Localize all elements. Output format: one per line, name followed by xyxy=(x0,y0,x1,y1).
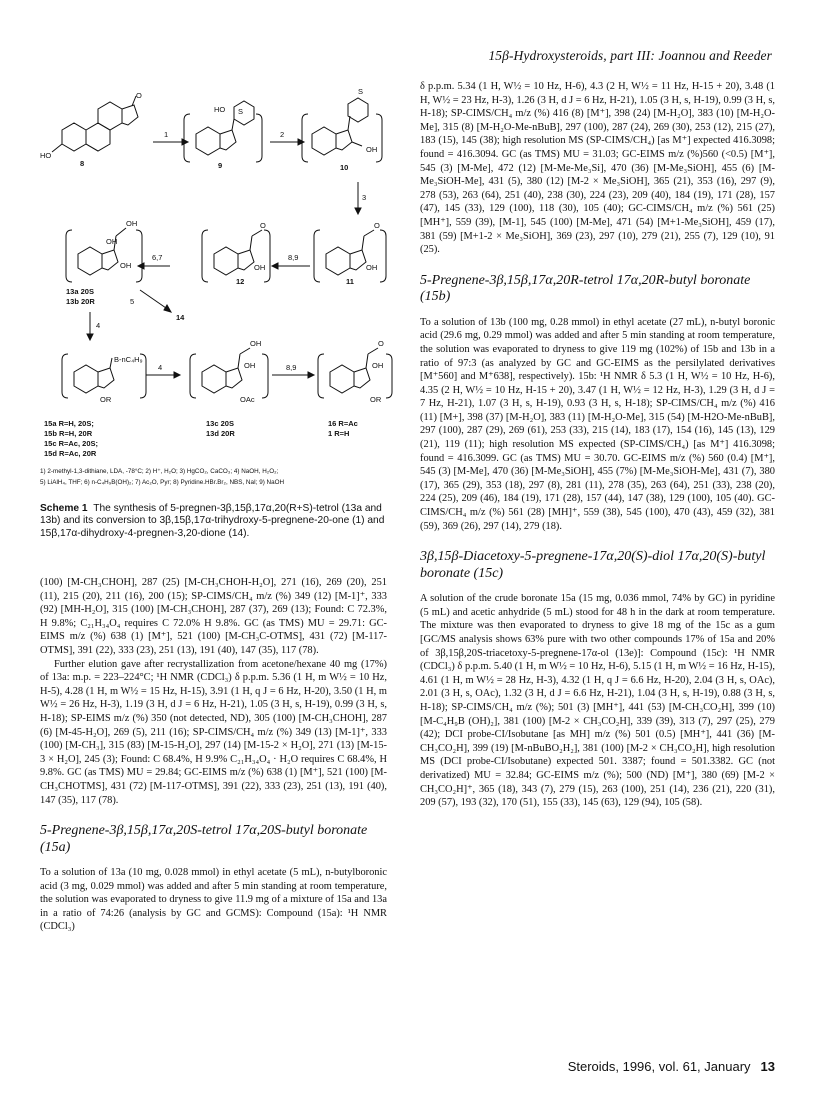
svg-text:S: S xyxy=(358,87,364,96)
svg-text:HO: HO xyxy=(40,151,52,160)
caption-text: The synthesis of 5-pregnen-3β,15β,17α,20(R+S)-tetrol (13a and 13b) and its conversion to 3β,15β,17α-trihydroxy-5-pregnene-20-one (1) and 15β,17α-dihydroxy-4-pregnen-3,20-dione (14). xyxy=(40,503,385,539)
svg-text:6,7: 6,7 xyxy=(152,253,163,262)
structure-10 xyxy=(312,98,368,155)
svg-text:15d R=Ac, 20R: 15d R=Ac, 20R xyxy=(44,449,97,458)
svg-text:S: S xyxy=(238,107,244,116)
paragraph: Further elution gave after recrystallization from acetone/hexane 40 mg (17%) of 13a: m.p. = 223–224°C; ¹H NMR (CDCl₃) δ p.p.m. 5.36 (1 H, m W½ = 10 Hz, H-5), 4.28 (1 H, m W½ = 15 Hz, H-15), 3.91 (1 H, q J = 6 Hz, H-20), 3.50 (1 H, m W½ = 26 Hz, H-3), 1.19 (3 H, d J = 6 Hz, H-21), 1.05 (3 H, s, H-19), 0.99 (3 H, s, H-18); SP-EIMS m/z (%) 350 (not detected, ND), 305 (100) [M-CH₃CHOH], 287 (6) [M-45-H₂O], 269 (5), 211 (16); SP-CIMS/CH₄ m/z (%) 349 (13) [M-1]⁺, 333 (100) [M-CH₃], 315 (83) [M-15-H₂O], 297 (14) [M-15-2 × H₂O], 271 (13) [M-15-3 × H₂O], 245 (3); Found: C 68.4%, H 9.9% C₂₁H₃₄O₄ · H₂O requires C 68.4%, H 9.8%. GC (as TMS) MU = 29.84; GC-EIMS m/z (%) 638 (1) [M⁺], 521 (100) [M-CH₃CHOTMS], 431 (72) [M-117-OTMS], 391 (22), 333 (23), 251 (13), 191 (40), 147 (35), 117 (78). xyxy=(40,658,387,806)
svg-text:OH: OH xyxy=(250,339,262,348)
svg-text:12: 12 xyxy=(236,277,245,286)
svg-text:O: O xyxy=(378,339,384,348)
svg-text:15a R=H, 20S;: 15a R=H, 20S; xyxy=(44,419,94,428)
svg-text:13d 20R: 13d 20R xyxy=(206,429,235,438)
svg-text:3: 3 xyxy=(362,193,367,202)
svg-text:OH: OH xyxy=(254,263,266,272)
svg-text:11: 11 xyxy=(346,277,354,286)
paragraph: A solution of the crude boronate 15a (15 mg, 0.036 mmol, 74% by GC) in pyridine (5 mL) and acetic anhydride (5 mL) stood for 48 h in the dark at room temperature. The mixture was then evaporated to dryness to give 18 mg of the 15c as a gum [GC/MS analysis shows 63% pure with two other compounds 17% of 15a and 20% of 3β,15β,20S-triacetoxy-5-pregnene-17α-ol (13e)]: Compound (15c): ¹H NMR (CDCl₃) δ p.p.m. 5.40 (1 H, m W½ = 10 Hz, H-6), 5.15 (1 H, m W½ = 16 Hz, H-15), 4.61 (1 H, m W½ = 28 Hz, H-3), 4.32 (1 H, q J = 6.6 Hz, H-20), 2.04 (3 H, s, OAc), 2.01 (3 H, s, OAc), 1.32 (3 H, d J = 6.6 Hz, H-21), 1.04 (3 H, s, H-19), 0.88 (3 H, s, H-18); SP-CIMS/CH₄ m/z (%); 501 (3) [MH⁺], 441 (53) [M-CH₃CO₂H], 399 (10) [M-C₄H₉B (OH)₂], 381 (100) [M-2 × CH₃CO₂H], 339 (39), 313 (7), 297 (25), 279 (42); DCI probe-CI/Isobutane [as MH] m/z (%) 501 (0.5) [MH⁺], 441 (36) [M-CH₃CO₂H], 399 (19) [M-nBuBO₂H₂], 381 (100) [M-2 × CH₃CO₂H], high resolution MS (DCI probe-CI/Isobutane) expected 501. 3387; found = 501.3382. GC (not derivatized) MU = 32.84; GC-EIMS m/z (%); 500 (ND) [M⁺], 380 (69) [M-2 × CH₃CO₂H]⁺, 365 (18), 343 (7), 279 (15), 263 (100), 251 (14), 236 (21), 220 (31), 209 (57), 193 (32), 170 (51), 155 (33), 145 (63), 129 (94), 105 (58). xyxy=(420,593,775,809)
left-column xyxy=(40,576,387,934)
paragraph: To a solution of 13a (10 mg, 0.028 mmol) in ethyl acetate (5 mL), n-butylboronic acid (3 mg, 0.029 mmol) was added and after 5 min standing at room temperature, the solution was evaporated to dryness to give 11.9 mg of a mixture of 15a and 13a in a ratio of 74:26 (analysis by GC and GCMS): Compound (15a): ¹H NMR (CDCl₃) xyxy=(40,867,387,933)
svg-text:14: 14 xyxy=(176,313,185,322)
svg-text:OH: OH xyxy=(106,237,118,246)
svg-text:4: 4 xyxy=(158,363,163,372)
svg-text:OH: OH xyxy=(244,361,256,370)
svg-text:15b R=H, 20R: 15b R=H, 20R xyxy=(44,429,93,438)
svg-text:4: 4 xyxy=(96,321,101,330)
svg-text:OAc: OAc xyxy=(240,395,255,404)
scheme-caption xyxy=(40,503,390,540)
svg-text:HO: HO xyxy=(214,105,226,114)
paragraph: δ p.p.m. 5.34 (1 H, W½ = 10 Hz, H-6), 4.3 (2 H, W½ = 11 Hz, H-15 + 20), 3.48 (1 H, W½ = 23 Hz, H-3), 1.26 (3 H, d J = 6 Hz, H-21), 1.05 (3 H, s, H-19), 0.99 (3 H, s, H-18); SP-CIMS/CH₄ m/z (%) 416 (8) [M⁺], 398 (24) [M-H₂O], 383 (10) [M-H₂O-Me], 315 (8) [M-H₂O-Me-nBuB], 297 (100), 287 (24), 269 (30), 253 (12), 215 (27), 183 (15), 145 (38); high resolution MS (SP-CIMS/CH₄) [as M⁺] expected 416.3098; found = 416.3094. GC (as TMS) MU = 31.03; GC-EIMS m/z (%)560 (<0.5) [M⁺], 545 (3) [M-Me], 472 (12) [M-Me-Me₃Si], 470 (36) [M-Me₃SiOH], 455 (6) [M-Me₃SiOH-Me], 431 (5), 380 (12) [M-2 × Me₃SiOH], 365 (21), 353 (16), 297 (9), 278 (53), 263 (64), 251 (40), 238 (30), 224 (23), 209 (40), 184 (19), 171 (28), 157 (47), 145 (33), 129 (100), 118 (30), 105 (40); GC-CIMS/CH₄ m/z (%) 561 (25) [MH⁺], 559 (39), [M-1], 545 (100) [M-Me], 471 (54) [M+1-Me₃SiOH], 459 (17), 381 (59) [M+1-2 × Me₃SiOH], 369 (23), 297 (10), 279 (21), 255 (7), 129 (10), 91 (25). xyxy=(420,81,775,256)
reaction-scheme xyxy=(40,72,395,472)
paragraph: To a solution of 13b (100 mg, 0.28 mmol) in ethyl acetate (27 mL), n-butyl boronic acid (29.6 mg, 0.29 mmol) was added and after 5 min standing at room temperature, the solution was evaporated to dryness to give 119 mg (102%) of 15b and 13b in a ratio of 97:3 (as analyzed by GC and GC-EIMS as the persilylated derivatives [M⁺560] and M⁺638], respectively). 15b: ¹H NMR δ 5.3 (1 H, W½ = 10 Hz, H-6), 4.35 (2 H, W½ = 10 Hz, H-15 + 20), 3.47 (1 H, W½ = 12 Hz, H-3), 1.29 (3 H, d J = 7 Hz, H-21), 1.07 (3 H, s, H-19), 0.93 (3 H, s, H-18); SP-CIMS/CH₄ m/z (%) 416 (11) [M+], 398 (37) [M-H₂O], 383 (11) [M-H₂O-Me], 315 (54) [M-H2O-Me-nBuB], 297 (100), 287 (29), 269 (61), 253 (33), 215 (14), 183 (17), 154 (16), 145 (13), 129 (21), 119 (11); high resolution MS expected (SP-CIMS/CH₄) [as M⁺] 416.3098; found = 416.3099. GC (as TMS) MU = 30.70. GC-EIMS m/z (%) 560 (0.4) [M⁺], 545 (3) [M-Me], 470 (36) [M-Me₃SiOH], 455 (7%) [M-Me₃SiOH-Me], 431 (7), 380 (17), 365 (29), 353 (18), 297 (8), 281 (11), 278 (35), 263 (64), 251 (33), 238 (20), 224 (25), 209 (46), 184 (19), 171 (28), 157 (44), 147 (38), 129 (100), 105 (40). GC-CIMS/CH₄ m/z (%) 561 (28) [MH]⁺, 559 (38), 545 (100), 470 (43), 459 (32), 381 (59), 369 (26), 297 (14), 279 (18). xyxy=(420,316,775,532)
svg-text:8: 8 xyxy=(80,159,85,168)
svg-text:13a 20S: 13a 20S xyxy=(66,287,94,296)
svg-text:9: 9 xyxy=(218,161,223,170)
svg-text:1 R=H: 1 R=H xyxy=(328,429,350,438)
svg-text:8,9: 8,9 xyxy=(286,363,297,372)
scheme-footnote xyxy=(40,466,390,488)
structure-8 xyxy=(52,96,138,152)
section-heading: 3β,15β-Diacetoxy-5-pregnene-17α,20(S)-diol 17α,20(S)-butyl boronate (15c) xyxy=(420,549,766,581)
svg-text:OH: OH xyxy=(120,261,132,270)
page-footer xyxy=(452,1059,775,1074)
svg-text:13b 20R: 13b 20R xyxy=(66,297,95,306)
structure-16 xyxy=(330,348,378,393)
svg-text:B-nC₄H₉: B-nC₄H₉ xyxy=(114,355,143,364)
svg-text:5: 5 xyxy=(130,297,135,306)
svg-text:10: 10 xyxy=(340,163,349,172)
label-o: O xyxy=(136,91,142,100)
paragraph: (100) [M-CH₃CHOH], 287 (25) [M-CH₃CHOH-H₂O], 271 (16), 269 (20), 251 (11), 215 (20), 211 (16), 200 (15); SP-CIMS/CH₄ m/z (%) 349 (12) [M-1]⁺, 333 (92) [MH-H₂O], 315 (100) [M-CH₃CHOH], 287 (37), 269 (13); Found: C 72.3%, H 9.8%; C₂₁H₃₄O₄ requires C 72.0% H 9.8%. GC (as TMS) MU = 29.71: GC-EIMS m/z (%) 638 (1) [M⁺], 521 (100) [M-CH₃C-OTMS], 431 (72) [M-117-OTMS], 391 (22), 333 (23), 251 (13), 191 (40), 147 (35), 117 (78). xyxy=(40,577,387,656)
svg-text:O: O xyxy=(260,221,266,230)
right-column xyxy=(420,80,775,810)
svg-text:16 R=Ac: 16 R=Ac xyxy=(328,419,358,428)
svg-text:OH: OH xyxy=(372,361,384,370)
structure-13c xyxy=(202,348,250,393)
svg-text:13c 20S: 13c 20S xyxy=(206,419,234,428)
svg-text:OR: OR xyxy=(370,395,382,404)
svg-text:15c R=Ac, 20S;: 15c R=Ac, 20S; xyxy=(44,439,98,448)
structure-15 xyxy=(74,358,114,393)
svg-text:1: 1 xyxy=(164,130,169,139)
svg-text:OH: OH xyxy=(366,145,378,154)
section-heading: 5-Pregnene-3β,15β,17α,20S-tetrol 17α,20S-butyl boronate (15a) xyxy=(40,823,368,855)
footnote-line: 5) LiAlH₄, THF; 6) n-C₄H₉B(OH)₂; 7) Ac₂O, Pyr; 8) Pyridine.HBr.Br₂, NBS, NaI; 9) NaOH xyxy=(40,479,285,486)
svg-text:OH: OH xyxy=(126,219,138,228)
svg-text:OR: OR xyxy=(100,395,112,404)
page-number: 13 xyxy=(760,1059,775,1074)
svg-text:8,9: 8,9 xyxy=(288,253,299,262)
running-header: 15β-Hydroxysteroids, part III: Joannou and Reeder xyxy=(488,48,772,63)
svg-text:O: O xyxy=(374,221,380,230)
svg-text:OH: OH xyxy=(366,263,378,272)
section-heading: 5-Pregnene-3β,15β,17α,20R-tetrol 17α,20R-butyl boronate (15b) xyxy=(420,272,751,305)
journal-citation: Steroids, 1996, vol. 61, January xyxy=(567,1059,751,1074)
footnote-line: 1) 2-methyl-1,3-dithiane, LDA, -78°C; 2) H⁺, H₂O; 3) HgCO₂, CaCO₃; 4) NaOH, H₂O₂; xyxy=(40,468,279,475)
caption-label: Scheme 1 xyxy=(40,503,88,514)
svg-text:2: 2 xyxy=(280,130,285,139)
structure-13 xyxy=(78,228,126,275)
